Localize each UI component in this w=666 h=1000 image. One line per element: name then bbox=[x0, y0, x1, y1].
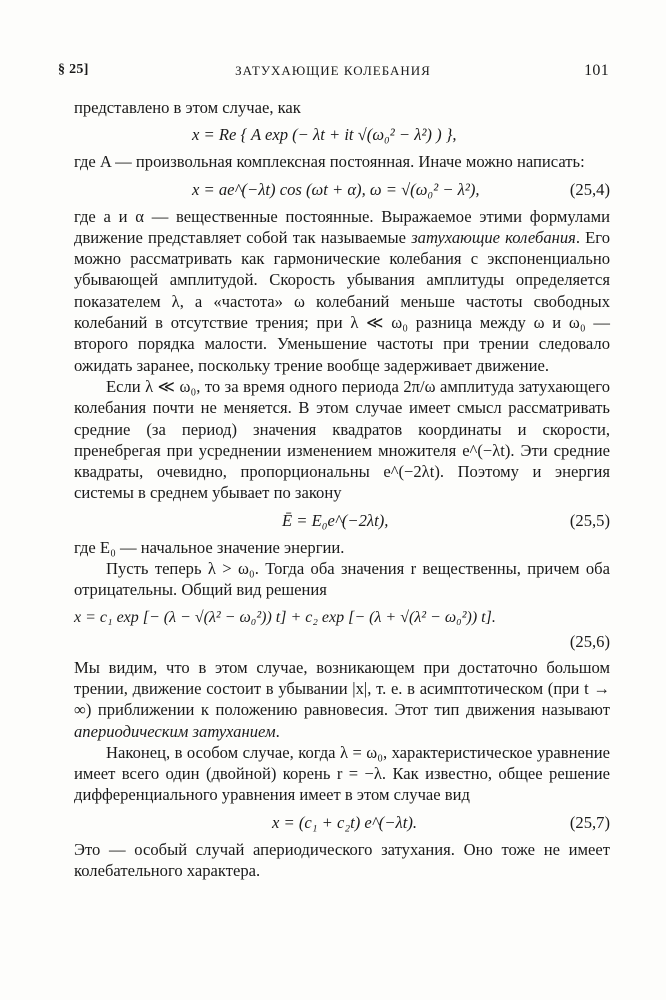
paragraph-constant: где A — произвольная комплексная постоянная. Иначе можно написать: bbox=[74, 152, 585, 172]
paragraph-overdamped: Пусть теперь λ > ω₀. Тогда оба значения r вещественны, причем оба отрицательны. Общий вид решения bbox=[74, 559, 610, 600]
paragraph-intro: представлено в этом случае, как bbox=[74, 98, 301, 117]
term-aperiodic-damping: апериодическим затуханием bbox=[74, 721, 276, 741]
equation-complex-form bbox=[74, 118, 610, 151]
equation-25-4 bbox=[74, 173, 610, 206]
section-marker: § 25] bbox=[58, 62, 89, 77]
equation-number: (25,6) bbox=[569, 631, 610, 651]
equation-25-7 bbox=[74, 806, 610, 839]
equation-number: (25,4) bbox=[569, 179, 610, 199]
equation-25-6 bbox=[74, 601, 610, 657]
equation-text: x = Re { A exp (− λt + it √(ω₀² − λ²) ) }, bbox=[192, 125, 457, 145]
equation-number: (25,5) bbox=[569, 510, 610, 530]
page-body bbox=[74, 97, 610, 881]
equation-text: x = (c₁ + c₂t) e^(−λt). bbox=[272, 812, 417, 832]
running-title: ЗАТУХАЮЩИЕ КОЛЕБАНИЯ bbox=[235, 63, 431, 78]
page-number: 101 bbox=[584, 62, 609, 79]
equation-text: x = ae^(−λt) cos (ωt + α), ω = √(ω₀² − λ²), bbox=[192, 179, 480, 199]
paragraph-critical: Наконец, в особом случае, когда λ = ω₀, характеристическое уравнение имеет всего один (двойной) корень r = −λ. Как известно, общее решение дифференциального уравнения имеет в этом случае вид bbox=[74, 742, 610, 805]
paragraph-damped-oscillations: где a и α — вещественные постоянные. Выражаемое этими формулами движение представляет собой так называемые затухающие колебания. Его можно рассматривать как гармонические колебания с экспоненциально убывающей амплитудой. Скорость убывания амплитуды определяется показателем λ, а «частота» ω колебаний меньше частоты свободных колебаний в отсутствие трения; при λ ≪ ω₀ разница между ω и ω₀ — второго порядка малости. Уменьшение частоты при трении следовало ожидать заранее, поскольку трение вообще задерживает движение. bbox=[74, 206, 610, 375]
paragraph-conclusion: Это — особый случай апериодического затухания. Оно тоже не имеет колебательного характера. bbox=[74, 839, 610, 881]
equation-25-5 bbox=[74, 504, 610, 537]
paragraph-energy: Если λ ≪ ω₀, то за время одного периода 2π/ω амплитуда затухающего колебания почти не меняется. В этом случае имеет смысл рассматривать средние (за период) значения квадратов координаты и скорости, пренебрегая при усреднении изменением множителя e^(−λt). Эти средние квадраты, очевидно, пропорциональны e^(−2λt). Поэтому и энергия системы в среднем убывает по закону bbox=[74, 376, 610, 503]
paragraph-initial-energy: где E₀ — начальное значение энергии. bbox=[74, 537, 345, 557]
equation-text: Ē = E₀e^(−2λt), bbox=[282, 510, 389, 530]
equation-text: x = c₁ exp [− (λ − √(λ² − ω₀²)) t] + c₂ exp [− (λ + √(λ² − ω₀²)) t]. bbox=[74, 608, 496, 626]
term-damped-oscillations: затухающие колебания bbox=[411, 227, 576, 247]
equation-number: (25,7) bbox=[569, 812, 610, 832]
paragraph-aperiodic: Мы видим, что в этом случае, возникающем при достаточно большом трении, движение состоит в убывании |x|, т. е. в асимптотическом (при t → ∞) приближении к положению равновесия. Этот тип движения называют апериодическим затуханием. bbox=[74, 657, 610, 741]
